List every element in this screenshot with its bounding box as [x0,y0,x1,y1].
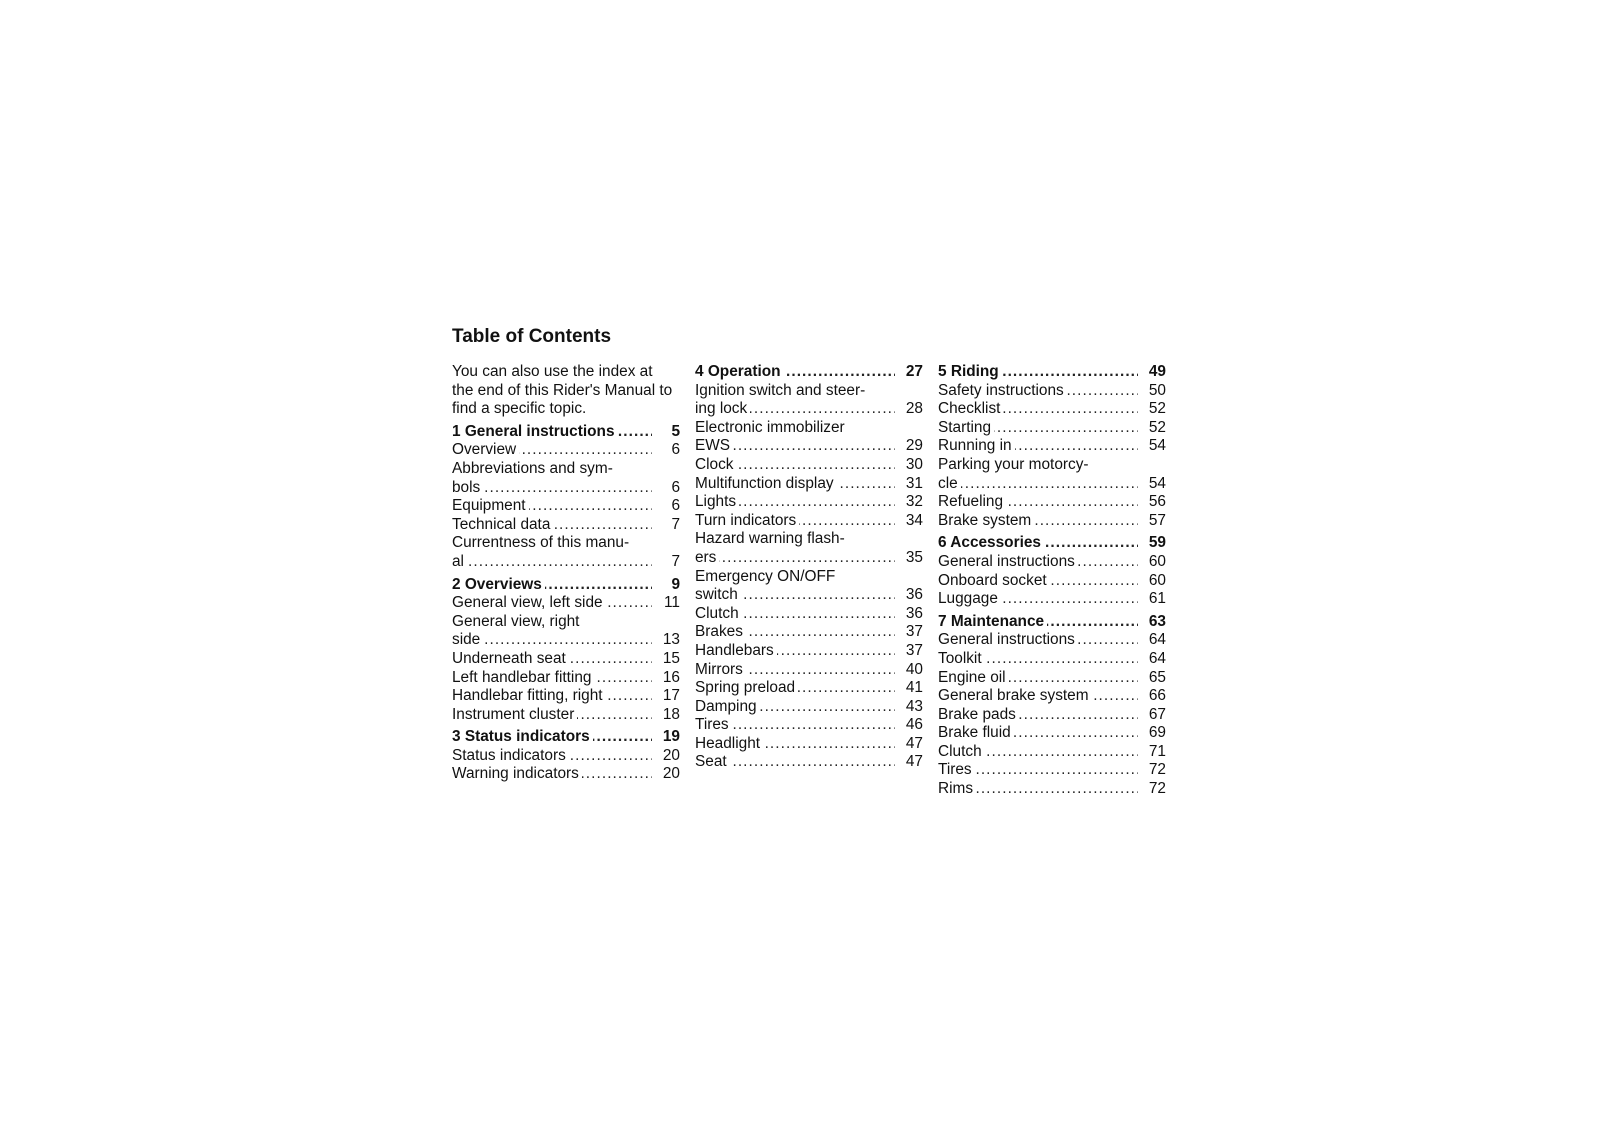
toc-page-number: 72 [1148,761,1166,779]
toc-entry-title-text: Technical data [452,516,553,533]
toc-entry-title [452,594,652,613]
toc-entry-title [938,512,1138,531]
toc-entry[interactable] [938,400,1166,419]
toc-entry-title-text: Handlebars [695,642,777,659]
toc-entry-title [938,706,1138,725]
toc-entry-title [452,423,652,442]
toc-page-number: 65 [1148,668,1166,686]
toc-entry[interactable] [452,747,680,766]
toc-entry-title-text: Underneath seat [452,650,569,667]
toc-page-number: 6 [671,478,680,496]
toc-entry-title [452,516,652,535]
toc-entry-title [452,765,652,784]
toc-entry-title [938,572,1138,591]
toc-page-number: 13 [662,631,680,649]
toc-chapter[interactable] [938,534,1166,553]
toc-entry-title [695,475,895,494]
toc-chapter[interactable] [452,423,680,442]
toc-page-number: 19 [662,728,680,746]
toc-entry[interactable] [452,441,680,460]
toc-page-number: 64 [1148,631,1166,649]
toc-chapter[interactable] [452,576,680,595]
toc-entry-title-text: Overview [452,441,519,458]
toc-page-number: 5 [671,422,680,440]
toc-page-number: 30 [905,455,923,473]
toc-entry-title [938,400,1138,419]
toc-entry[interactable] [695,530,923,567]
page-title: Table of Contents [452,326,612,347]
toc-page-number: 43 [905,697,923,715]
toc-list-3 [938,363,1166,799]
toc-entry[interactable] [938,553,1166,572]
toc-entry[interactable] [695,512,923,531]
toc-page-number: 54 [1148,437,1166,455]
toc-entry-title-text: Turn indicators [695,512,799,529]
toc-list-1 [452,423,680,784]
toc-entry-title-text: Safety instructions [938,382,1067,399]
toc-entry-title-text: 5 Riding [938,363,1002,380]
toc-page-number: 11 [664,594,680,612]
toc-entry-title [938,437,1138,456]
toc-page-number: 37 [905,623,923,641]
toc-entry-title-text: Brake pads [938,706,1019,723]
toc-entry[interactable] [938,780,1166,799]
toc-entry-title-text: General brake system [938,687,1092,704]
toc-entry[interactable] [938,590,1166,609]
toc-page-number: 67 [1148,705,1166,723]
toc-page-number: 56 [1148,493,1166,511]
toc-entry-title-text: Multifunction display [695,475,837,492]
toc-page-number: 60 [1148,552,1166,570]
toc-page-number: 31 [905,474,923,492]
toc-list-2 [695,363,923,772]
toc-entry-title [938,382,1138,401]
toc-entry-title-text: 1 General instructions [452,423,618,440]
toc-entry-title-text: Spring preload [695,679,798,696]
toc-page-number: 36 [905,586,923,604]
toc-page-number: 35 [905,548,923,566]
toc-entry[interactable] [452,460,680,497]
toc-entry-title [938,650,1138,669]
toc-entry[interactable] [695,605,923,624]
toc-entry[interactable] [938,419,1166,438]
toc-page-number: 41 [905,679,923,697]
toc-entry-title-text: Warning indicators [452,765,582,782]
toc-entry-title-text: Onboard socket [938,572,1050,589]
toc-entry[interactable] [938,743,1166,762]
toc-entry-title [695,512,895,531]
toc-entry-title [938,613,1138,632]
toc-chapter[interactable] [695,363,923,382]
toc-entry-title [695,568,895,605]
toc-entry-title [695,493,895,512]
toc-entry-title-text: 3 Status indicators [452,728,593,745]
toc-entry-title-line1: Emergency ON/OFF [695,568,895,587]
toc-entry[interactable] [452,706,680,725]
toc-page-number: 71 [1148,742,1166,760]
toc-entry-title-text: 2 Overviews [452,576,545,593]
toc-entry[interactable] [695,382,923,419]
toc-entry-title-line1: Parking your motorcy- [938,456,1138,475]
toc-entry-title [938,534,1138,553]
toc-entry[interactable] [695,568,923,605]
intro-text: You can also use the index at the end of this Rider's Manual to find a specific topic. [452,363,673,418]
toc-entry-title-text: General instructions [938,631,1078,648]
toc-entry[interactable] [695,753,923,772]
toc-page-number: 7 [671,515,680,533]
toc-entry-title-text: Lights [695,493,739,510]
toc-page-number: 37 [905,641,923,659]
toc-entry[interactable] [938,437,1166,456]
toc-chapter[interactable] [938,613,1166,632]
toc-entry-title [695,623,895,642]
toc-entry-title [695,419,895,456]
toc-entry-title [695,716,895,735]
toc-page-number: 57 [1148,511,1166,529]
toc-entry-title-text: bols [452,479,483,496]
toc-entry-title [452,534,652,571]
toc-page-number: 52 [1148,418,1166,436]
toc-page-number: 16 [662,668,680,686]
toc-entry-title [938,590,1138,609]
toc-entry[interactable] [695,475,923,494]
toc-entry-title [695,753,895,772]
toc-entry-title-text: cle [938,475,961,492]
toc-entry[interactable] [452,669,680,688]
toc-page-number: 64 [1148,649,1166,667]
toc-page-number: 47 [905,753,923,771]
toc-page-number: 40 [905,660,923,678]
toc-entry-title-line1: Hazard warning flash- [695,530,895,549]
toc-entry-title-text: Brakes [695,623,746,640]
toc-page-number: 17 [662,687,680,705]
toc-entry-title-text: Running in [938,437,1015,454]
toc-entry-title-text: Damping [695,698,760,715]
toc-page-number: 54 [1148,474,1166,492]
toc-entry-title [938,631,1138,650]
toc-page-number: 36 [905,604,923,622]
toc-entry-title-text: Clock [695,456,736,473]
toc-entry[interactable] [938,572,1166,591]
toc-entry[interactable] [452,516,680,535]
toc-entry[interactable] [695,735,923,754]
toc-entry-title [938,780,1138,799]
toc-entry[interactable] [452,687,680,706]
toc-page-number: 20 [662,746,680,764]
toc-entry[interactable] [452,497,680,516]
toc-entry-title [452,460,652,497]
toc-entry-title [452,728,652,747]
toc-entry-title [452,441,652,460]
toc-entry-title [695,363,895,382]
toc-entry[interactable] [938,724,1166,743]
toc-entry-title-text: Equipment [452,497,529,514]
toc-entry[interactable] [938,382,1166,401]
toc-entry-title-line1: Ignition switch and steer- [695,382,895,401]
toc-entry[interactable] [938,650,1166,669]
toc-entry-title-text: Clutch [938,743,985,760]
toc-page-number: 28 [905,400,923,418]
toc-entry-title-line1: Electronic immobilizer [695,419,895,438]
toc-entry-title-text: EWS [695,437,733,454]
toc-page-number: 7 [671,552,680,570]
toc-page-number: 59 [1148,534,1166,552]
toc-entry[interactable] [452,594,680,613]
toc-page-number: 6 [671,441,680,459]
toc-entry[interactable] [938,456,1166,493]
toc-entry-title-text: Toolkit [938,650,985,667]
toc-entry-title-text: Luggage [938,590,1001,607]
toc-page-number: 69 [1148,724,1166,742]
toc-entry-title-text: Checklist [938,400,1003,417]
toc-entry[interactable] [452,765,680,784]
toc-page-number: 18 [662,705,680,723]
toc-entry[interactable] [695,456,923,475]
toc-entry-title-text: Headlight [695,735,763,752]
toc-page-number: 20 [662,765,680,783]
toc-entry-title [452,497,652,516]
toc-entry-title [938,761,1138,780]
toc-entry-title-text: 6 Accessories [938,534,1044,551]
toc-entry-title-text: 7 Maintenance [938,613,1047,630]
toc-entry[interactable] [695,679,923,698]
toc-entry-title-text: General instructions [938,553,1078,570]
toc-entry-title [695,530,895,567]
toc-column-1 [452,363,680,784]
toc-chapter[interactable] [938,363,1166,382]
toc-entry[interactable] [938,512,1166,531]
toc-entry-title-text: Handlebar fitting, right [452,687,606,704]
toc-entry-title [695,735,895,754]
toc-entry-title [452,706,652,725]
toc-page-number: 9 [671,575,680,593]
toc-entry-title-text: Tires [695,716,732,733]
toc-entry-title-text: Refueling [938,493,1006,510]
toc-entry-title-text: General view, left side [452,594,606,611]
toc-page-number: 52 [1148,400,1166,418]
toc-page-number: 49 [1148,363,1166,380]
toc-entry-title [452,747,652,766]
toc-entry[interactable] [938,631,1166,650]
toc-entry-title [695,642,895,661]
toc-page-number: 63 [1148,612,1166,630]
toc-column-2 [695,363,923,772]
toc-entry-title-text: al [452,553,467,570]
toc-entry-title [695,698,895,717]
toc-entry-title-text: side [452,631,483,648]
toc-entry-title-text: Instrument cluster [452,706,577,723]
toc-entry-title [938,456,1138,493]
toc-page-number: 32 [905,493,923,511]
toc-entry-title-text: ing lock [695,400,750,417]
toc-entry-title-line1: General view, right [452,613,652,632]
toc-entry-title [452,687,652,706]
toc-page-number: 34 [905,511,923,529]
toc-entry[interactable] [695,419,923,456]
toc-entry-title-text: Seat [695,753,730,770]
toc-entry-title-text: Rims [938,780,976,797]
toc-entry[interactable] [938,493,1166,512]
toc-entry-title [938,419,1138,438]
toc-entry-title-text: Tires [938,761,975,778]
toc-page-number: 29 [905,437,923,455]
toc-entry-title-text: Brake fluid [938,724,1014,741]
toc-page-number: 66 [1148,687,1166,705]
toc-page-number: 61 [1148,590,1166,608]
toc-entry[interactable] [452,650,680,669]
toc-entry-title [695,456,895,475]
toc-entry-title [938,743,1138,762]
toc-page-number: 72 [1148,780,1166,798]
toc-entry-title [695,679,895,698]
toc-entry[interactable] [695,698,923,717]
toc-entry-title [452,669,652,688]
toc-entry[interactable] [452,534,680,571]
toc-entry-title-text: Starting [938,419,994,436]
toc-entry[interactable] [695,623,923,642]
toc-entry-title [695,382,895,419]
toc-entry-title [938,687,1138,706]
toc-entry-title-text: Left handlebar fitting [452,669,594,686]
toc-entry-title-text: ers [695,549,719,566]
toc-page-number: 47 [905,734,923,752]
toc-entry-title [938,724,1138,743]
toc-entry-title-text: Clutch [695,605,742,622]
toc-entry-title [695,661,895,680]
toc-entry-title-line1: Abbreviations and sym- [452,460,652,479]
toc-page-number: 60 [1148,571,1166,589]
toc-entry-title-text: 4 Operation [695,363,784,380]
toc-entry-title-text: Brake system [938,512,1034,529]
toc-entry[interactable] [938,706,1166,725]
toc-entry-title-line1: Currentness of this manu- [452,534,652,553]
toc-entry-title [938,553,1138,572]
toc-entry-title-text: Status indicators [452,747,569,764]
toc-entry-title [452,613,652,650]
toc-entry[interactable] [695,642,923,661]
toc-entry-title [452,650,652,669]
toc-entry[interactable] [938,669,1166,688]
toc-entry[interactable] [938,761,1166,780]
toc-page-number: 15 [662,649,680,667]
toc-entry-title [452,576,652,595]
toc-page-number: 46 [905,716,923,734]
toc-entry-title [695,605,895,624]
toc-entry[interactable] [695,661,923,680]
toc-entry[interactable] [695,493,923,512]
toc-page-number: 50 [1148,381,1166,399]
toc-page-number: 27 [905,363,923,380]
toc-page-number: 6 [671,497,680,515]
toc-entry[interactable] [695,716,923,735]
toc-chapter[interactable] [452,728,680,747]
toc-entry-title [938,363,1138,382]
toc-entry-title-text: Engine oil [938,669,1009,686]
toc-entry-title [938,493,1138,512]
toc-entry[interactable] [938,687,1166,706]
toc-column-3 [938,363,1166,799]
toc-entry-title [938,669,1138,688]
toc-entry-title-text: Mirrors [695,661,746,678]
toc-entry-title-text: switch [695,586,741,603]
toc-entry[interactable] [452,613,680,650]
